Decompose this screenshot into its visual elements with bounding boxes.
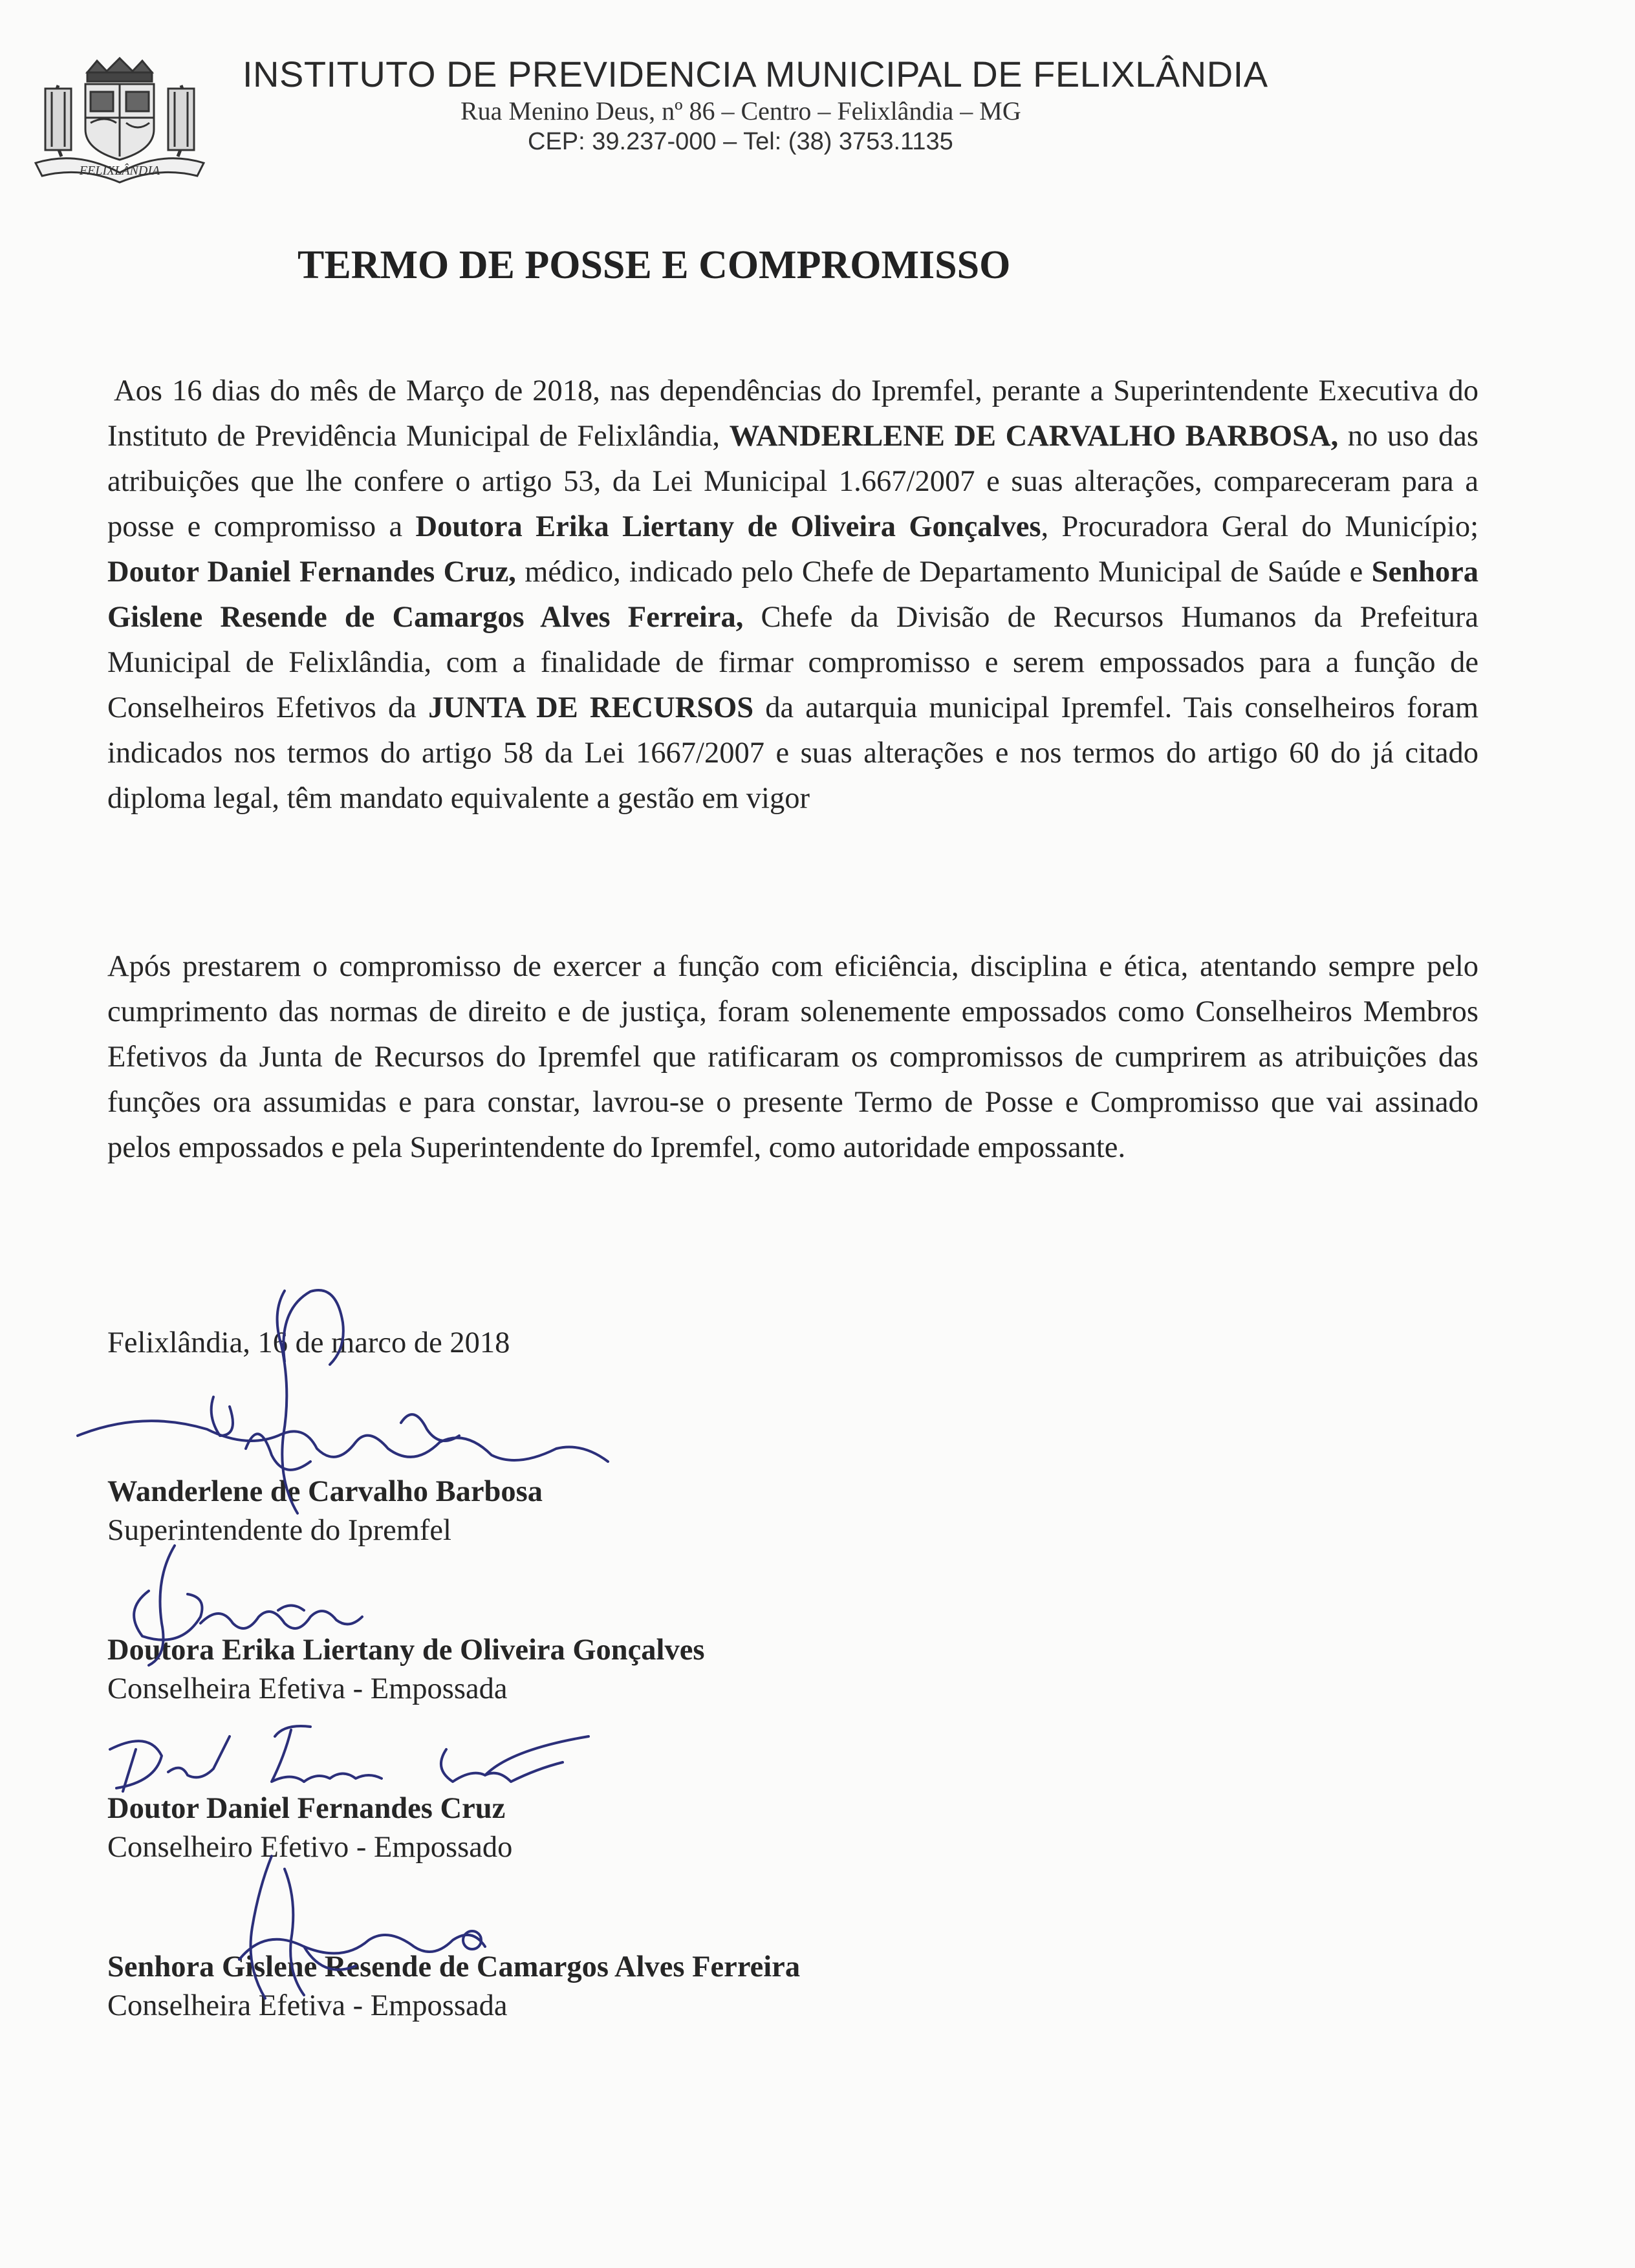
institution-address: Rua Menino Deus, nº 86 – Centro – Felixlândia – MG — [460, 96, 1021, 125]
place-and-date: Felixlândia, 16 de marco de 2018 — [107, 1326, 510, 1359]
svg-text:FELIXLÂNDIA: FELIXLÂNDIA — [79, 164, 160, 178]
p1-text-5: Chefe da Divisão de Recursos Humanos da Prefeitura Municipal de Felixlândia, com a finalidade de firmar compromisso e serem empossados para a função de Conselheiros Efetivos da — [107, 601, 1478, 724]
signature-daniel — [97, 1711, 601, 1801]
signatory-name-1: Wanderlene de Carvalho Barbosa — [107, 1475, 543, 1508]
p1-bold-junta: JUNTA DE RECURSOS — [428, 691, 754, 724]
signatory-name-2: Doutora Erika Liertany de Oliveira Gonçalves — [107, 1634, 705, 1667]
signatory-name-3: Doutor Daniel Fernandes Cruz — [107, 1792, 506, 1825]
signatory-role-2: Conselheira Efetiva - Empossada — [107, 1672, 508, 1705]
p1-text-1: Aos 16 dias do mês de Março de 2018, nas dependências do Ipremfel, perante a Superintendente Executiva do Instituto de Previdência Municipal de Felixlândia, — [107, 374, 1478, 453]
institution-name: INSTITUTO DE PREVIDENCIA MUNICIPAL DE FELIXLÂNDIA — [243, 54, 1268, 94]
p1-bold-daniel: Doutor Daniel Fernandes Cruz, — [107, 556, 516, 589]
municipal-crest-icon — [26, 53, 213, 186]
body-paragraph-1 — [107, 369, 1478, 821]
p1-text-6: da autarquia municipal Ipremfel. Tais conselheiros foram indicados nos termos do artigo 58 da Lei 1667/2007 e suas alterações e nos termos do artigo 60 do já citado diploma legal, têm mandato equivalente a gestão em vigor — [107, 691, 1479, 815]
document-title: TERMO DE POSSE E COMPROMISSO — [298, 243, 1011, 287]
signatory-role-3: Conselheiro Efetivo - Empossado — [107, 1831, 513, 1864]
institution-contact: CEP: 39.237-000 – Tel: (38) 3753.1135 — [528, 128, 953, 155]
p1-bold-gislene: Senhora Gislene Resende de Camargos Alves Ferreira, — [107, 556, 1478, 634]
p1-text-3: , Procuradora Geral do Município; — [1041, 510, 1479, 543]
p1-bold-superintendent: WANDERLENE DE CARVALHO BARBOSA, — [729, 420, 1339, 453]
p1-bold-erika: Doutora Erika Liertany de Oliveira Gonçalves — [415, 510, 1041, 543]
p1-text-4: médico, indicado pelo Chefe de Departamento Municipal de Saúde e — [525, 556, 1363, 589]
body-paragraph-2: Após prestarem o compromisso de exercer a função com eficiência, disciplina e ética, atentando sempre pelo cumprimento das normas de direito e de justiça, foram solenemente empossados como Conselheiros Membros Efetivos da Junta de Recursos do Ipremfel que ratificaram os compromissos de cumprirem as atribuições das funções ora assumidas e para constar, lavrou-se o presente Termo de Posse e Compromisso que vai assinado pelos empossados e pela Superintendente do Ipremfel, como autoridade empossante. — [107, 950, 1478, 1164]
signatory-role-1: Superintendente do Ipremfel — [107, 1514, 451, 1547]
signatory-name-4: Senhora Gislene Resende de Camargos Alves Ferreira — [107, 1950, 801, 1983]
p1-text-2: no uso das atribuições que lhe confere o artigo 53, da Lei Municipal 1.667/2007 e suas alterações, compareceram para a posse e compromisso a — [107, 420, 1478, 543]
signatory-role-4: Conselheira Efetiva - Empossada — [107, 1989, 508, 2022]
